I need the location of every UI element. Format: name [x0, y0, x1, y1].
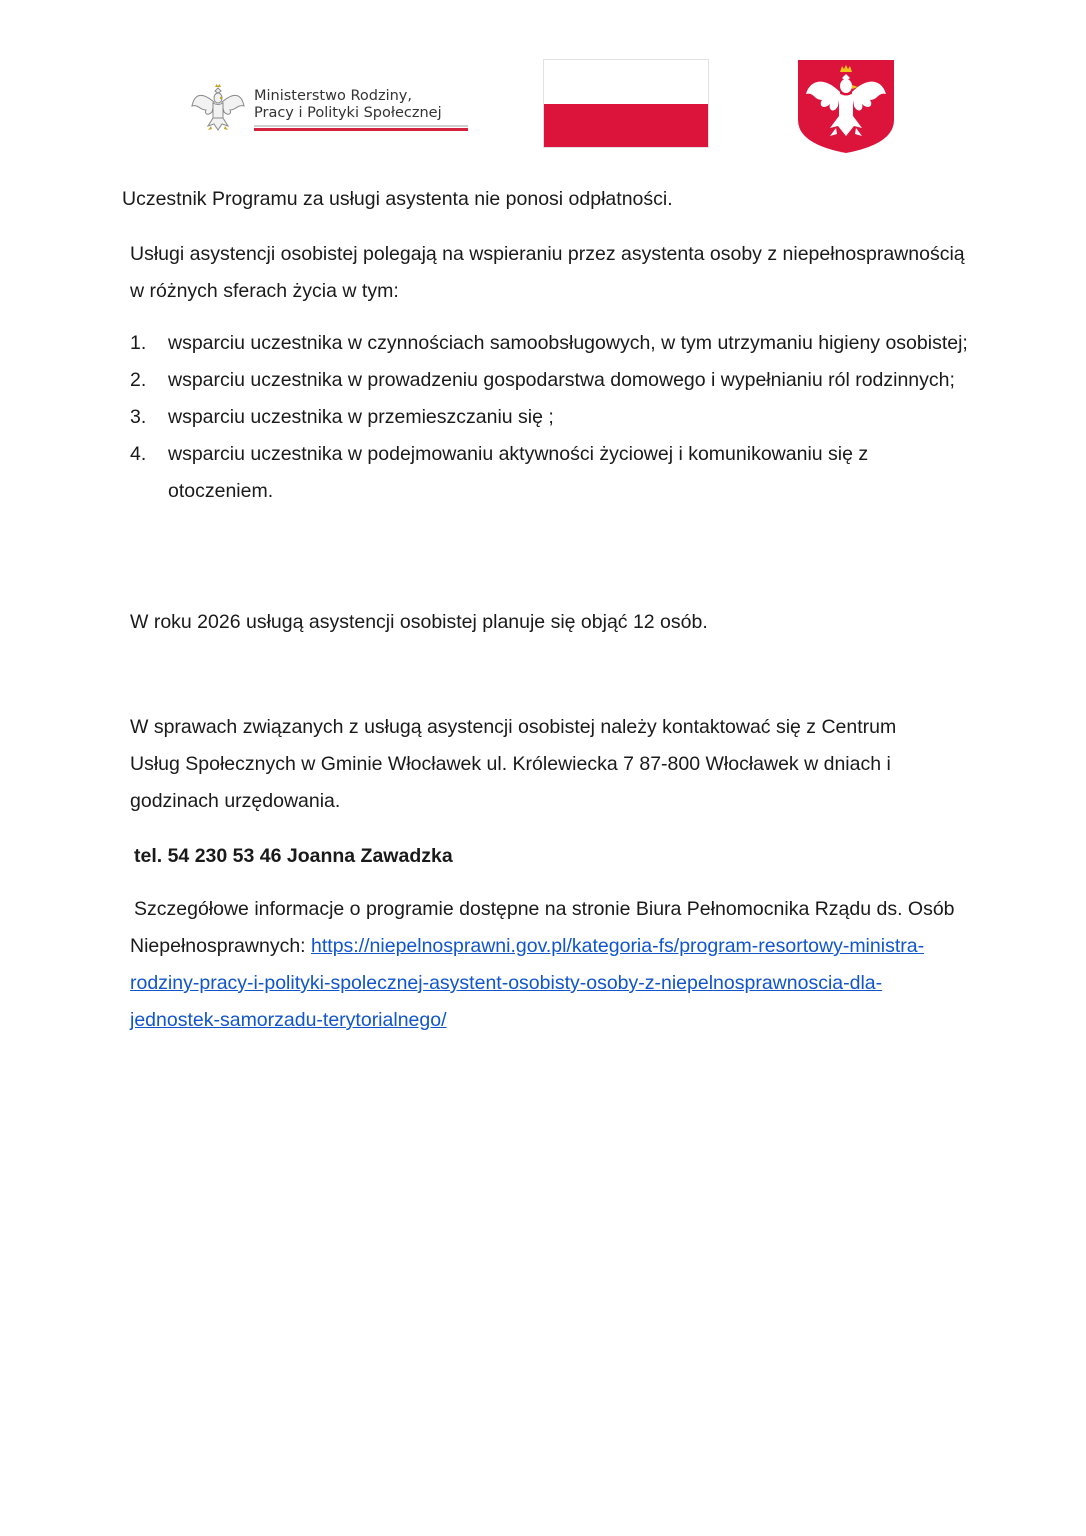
phone-contact: tel. 54 230 53 46 Joanna Zawadzka — [134, 845, 453, 867]
contact-paragraph: W sprawach związanych z usługą asystencji osobistej należy kontaktować się z Centrum Usług Społecznych w Gminie Włocławek ul. Królewiecka 7 87-800 Włocławek w dniach i godzinach urzędowania. — [130, 716, 897, 812]
list-item-number: 2. — [130, 369, 147, 391]
flag-white-stripe — [544, 60, 708, 104]
page-header — [0, 0, 1086, 170]
program-info-link[interactable]: https:/​/​niepelnosprawni.gov.pl/​kategoria-​fs/​program-​resortowy-​ministra-​rodziny-​pracy-​i-​polityki-​spolecznej-​asystent-​osobisty-​osoby-​z-​niepelnosprawnoscia-​dla-​jednostek-​samorzadu-​terytorialnego/​ — [130, 935, 925, 1031]
ministry-logo — [190, 82, 480, 138]
list-item-text: wsparciu uczestnika w prowadzeniu gospodarstwa domowego i wypełnianiu ról rodzinnych; — [168, 369, 955, 391]
list-item — [130, 362, 970, 399]
plan-paragraph: W roku 2026 usługą asystencji osobistej planuje się objąć 12 osób. — [130, 611, 708, 633]
eagle-icon — [190, 82, 246, 134]
list-item — [130, 325, 970, 362]
polish-flag-icon — [543, 59, 709, 148]
list-item — [130, 399, 970, 436]
list-item-number: 3. — [130, 406, 147, 428]
list-item — [130, 436, 970, 510]
ministry-name-line2: Pracy i Polityki Społecznej — [254, 105, 442, 121]
coat-of-arms-icon — [796, 58, 896, 154]
ministry-name-line1: Ministerstwo Rodziny, — [254, 88, 412, 104]
ministry-name — [254, 88, 442, 122]
list-item-text: wsparciu uczestnika w przemieszczaniu się ; — [168, 406, 554, 428]
services-list — [130, 325, 970, 510]
ministry-divider — [254, 125, 468, 127]
info-paragraph — [130, 891, 960, 1039]
ministry-accent-bar — [254, 128, 468, 131]
info-text: Szczegółowe informacje o programie dostępne na stronie Biura Pełnomocnika Rządu ds. Osób Niepełnosprawnych: — [130, 898, 955, 957]
flag-red-stripe — [544, 104, 708, 148]
services-intro-paragraph: Usługi asystencji osobistej polegają na wspieraniu przez asystenta osoby z niepełnosprawnością w różnych sferach życia w tym: — [130, 243, 965, 302]
list-item-text: wsparciu uczestnika w podejmowaniu aktywności życiowej i komunikowaniu się z otoczeniem. — [168, 443, 869, 502]
list-item-number: 1. — [130, 332, 147, 354]
intro-paragraph: Uczestnik Programu za usługi asystenta nie ponosi odpłatności. — [122, 188, 673, 210]
list-item-number: 4. — [130, 443, 147, 465]
list-item-text: wsparciu uczestnika w czynnościach samoobsługowych, w tym utrzymaniu higieny osobistej; — [168, 332, 968, 354]
